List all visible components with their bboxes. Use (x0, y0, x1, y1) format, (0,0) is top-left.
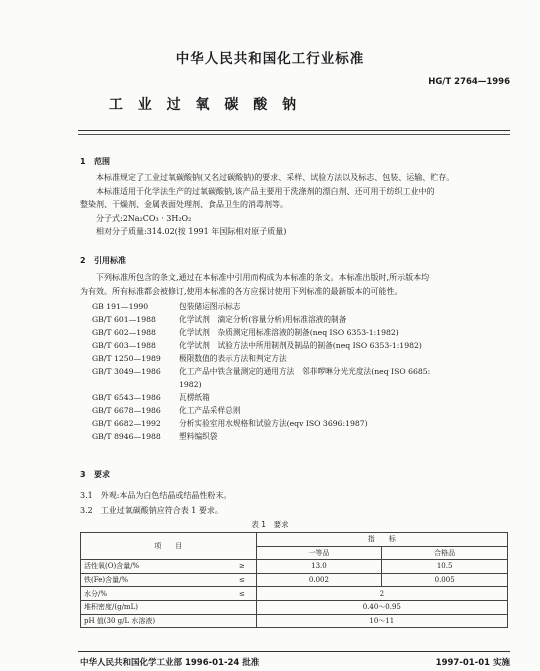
implementation-date: 1997-01-01 实施 (435, 658, 510, 668)
reference-title: 化学试剂 试验方法中所用制剂及制品的制备(neq ISO 6353-1:1982) (179, 341, 422, 350)
row-first-grade-value: 13.0 (256, 560, 382, 574)
table-row (81, 573, 508, 587)
row-item-name: 铁(Fe)含量/% (81, 573, 229, 587)
reference-code: GB/T 3049—1986 (92, 367, 161, 376)
standard-type: 中华人民共和国化工行业标准 (175, 51, 365, 67)
reference-title: 化工产品采样总则 (179, 406, 241, 415)
header-rule-thick (78, 130, 510, 131)
row-item-name: 水分/% (81, 587, 229, 601)
header-item: 项 目 (81, 533, 257, 560)
row-merged-value: 0.40～0.95 (256, 600, 507, 614)
reference-list (92, 300, 430, 443)
section-3-heading (80, 469, 110, 480)
reference-title: 分析实验室用水规格和试验方法(eqv ISO 3696:1987) (179, 419, 368, 428)
requirement-appearance: 3.1 外观:本品为白色结晶或结晶性粉末。 (80, 491, 232, 500)
molecular-mass: 相对分子质量:314.02(按 1991 年国际相对原子质量) (96, 227, 287, 236)
section-1-title: 范围 (94, 157, 110, 166)
approval-note: 中华人民共和国化学工业部 1996-01-24 批准 (80, 658, 260, 668)
header-index: 指 标 (256, 533, 507, 547)
row-item-name: 活性氧(O)含量/% (81, 560, 229, 574)
reference-code: GB/T 602—1988 (92, 328, 156, 337)
standard-code: HG/T 2764—1996 (428, 77, 510, 87)
section-2-title: 引用标准 (94, 256, 126, 265)
row-comparator: ≤ (228, 587, 256, 601)
references-intro-b: 为有效。所有标准都会被修订,使用本标准的各方应探讨使用下列标准的最新版本的可能性。 (80, 286, 403, 296)
header-first-grade: 一等品 (256, 546, 382, 560)
requirements-table (80, 532, 508, 628)
requirement-table-ref: 3.2 工业过氧碳酸钠应符合表 1 要求。 (80, 506, 223, 515)
header-qualified-grade: 合格品 (382, 546, 508, 560)
row-merged-value: 10～11 (256, 614, 507, 628)
row-merged-value: 2 (256, 587, 507, 601)
row-first-grade-value: 0.002 (256, 573, 382, 587)
table-row (81, 560, 508, 574)
molecular-formula: 分子式:2Na₂CO₃ · 3H₂O₂ (96, 213, 192, 223)
reference-code: GB/T 6682—1992 (92, 419, 161, 428)
reference-item (92, 339, 430, 352)
section-3-number: 3 (80, 470, 86, 479)
reference-title: 塑料编织袋 (179, 432, 218, 441)
row-qualified-value: 10.5 (382, 560, 508, 574)
section-1-number: 1 (80, 157, 86, 166)
row-item-name: 堆积密度/(g/mL) (81, 600, 229, 614)
section-1-body (80, 171, 508, 239)
reference-title: 化工产品中铁含量测定的通用方法 邻菲啰啉分光光度法(neq ISO 6685: (179, 367, 431, 376)
reference-code: GB/T 8946—1988 (92, 432, 161, 441)
reference-title: 包装储运图示标志 (179, 302, 241, 311)
reference-item (92, 300, 430, 313)
reference-item (92, 417, 430, 430)
table-caption: 表 1 要求 (251, 520, 289, 529)
reference-code: GB 191—1990 (92, 302, 149, 311)
row-comparator: ≥ (228, 560, 256, 574)
section-2-number: 2 (80, 256, 86, 265)
reference-title: 极限数值的表示方法和判定方法 (179, 354, 287, 363)
section-3-title: 要求 (94, 470, 110, 479)
references-intro-a: 下列标准所包含的条文,通过在本标准中引用而构成为本标准的条文。本标准出版时,所示版本均 (96, 273, 430, 282)
scope-paragraph-2b: 整染剂、干燥剂、金属表面处理剂、食品卫生的消毒剂等。 (80, 200, 288, 209)
section-2-body (80, 271, 508, 298)
reference-item (92, 404, 430, 417)
reference-title: 化学试剂 滴定分析(容量分析)用标准溶液的制备 (179, 315, 347, 324)
scope-paragraph-1: 本标准规定了工业过氧碳酸钠(又名过碳酸钠)的要求、采样、试验方法以及标志、包装、运输、贮存。 (96, 173, 455, 182)
document-title: 工 业 过 氧 碳 酸 钠 (108, 97, 302, 113)
reference-item (92, 352, 430, 365)
row-qualified-value: 0.005 (382, 573, 508, 587)
reference-code: GB/T 603—1988 (92, 341, 156, 350)
row-comparator: ≤ (228, 573, 256, 587)
reference-continuation: 1982) (179, 380, 202, 389)
reference-title: 化学试剂 杂质测定用标准溶液的制备(neq ISO 6353-1:1982) (179, 328, 399, 337)
reference-item (92, 326, 430, 339)
footer-rule (78, 651, 510, 652)
section-1-heading (80, 156, 110, 167)
reference-item (92, 365, 430, 378)
reference-item (92, 391, 430, 404)
reference-item (92, 313, 430, 326)
header-rule-thin (78, 134, 510, 135)
reference-title: 瓦楞纸箱 (179, 393, 210, 402)
reference-code: GB/T 6678—1986 (92, 406, 161, 415)
row-comparator (228, 614, 256, 628)
reference-item (92, 430, 430, 443)
reference-code: GB/T 6543—1986 (92, 393, 161, 402)
section-2-heading (80, 255, 126, 266)
row-item-name: pH 值(30 g/L 水溶液) (81, 614, 229, 628)
reference-code: GB/T 601—1988 (92, 315, 156, 324)
table-row (81, 614, 508, 628)
table-header-row (81, 533, 508, 547)
scope-paragraph-2a: 本标准适用于化学法生产的过氧碳酸钠,该产品主要用于洗涤剂的漂白剂、还可用于纺织工业中的 (96, 186, 435, 196)
table-row (81, 587, 508, 601)
reference-code: GB/T 1250—1989 (92, 354, 161, 363)
table-row (81, 600, 508, 614)
row-comparator (228, 600, 256, 614)
